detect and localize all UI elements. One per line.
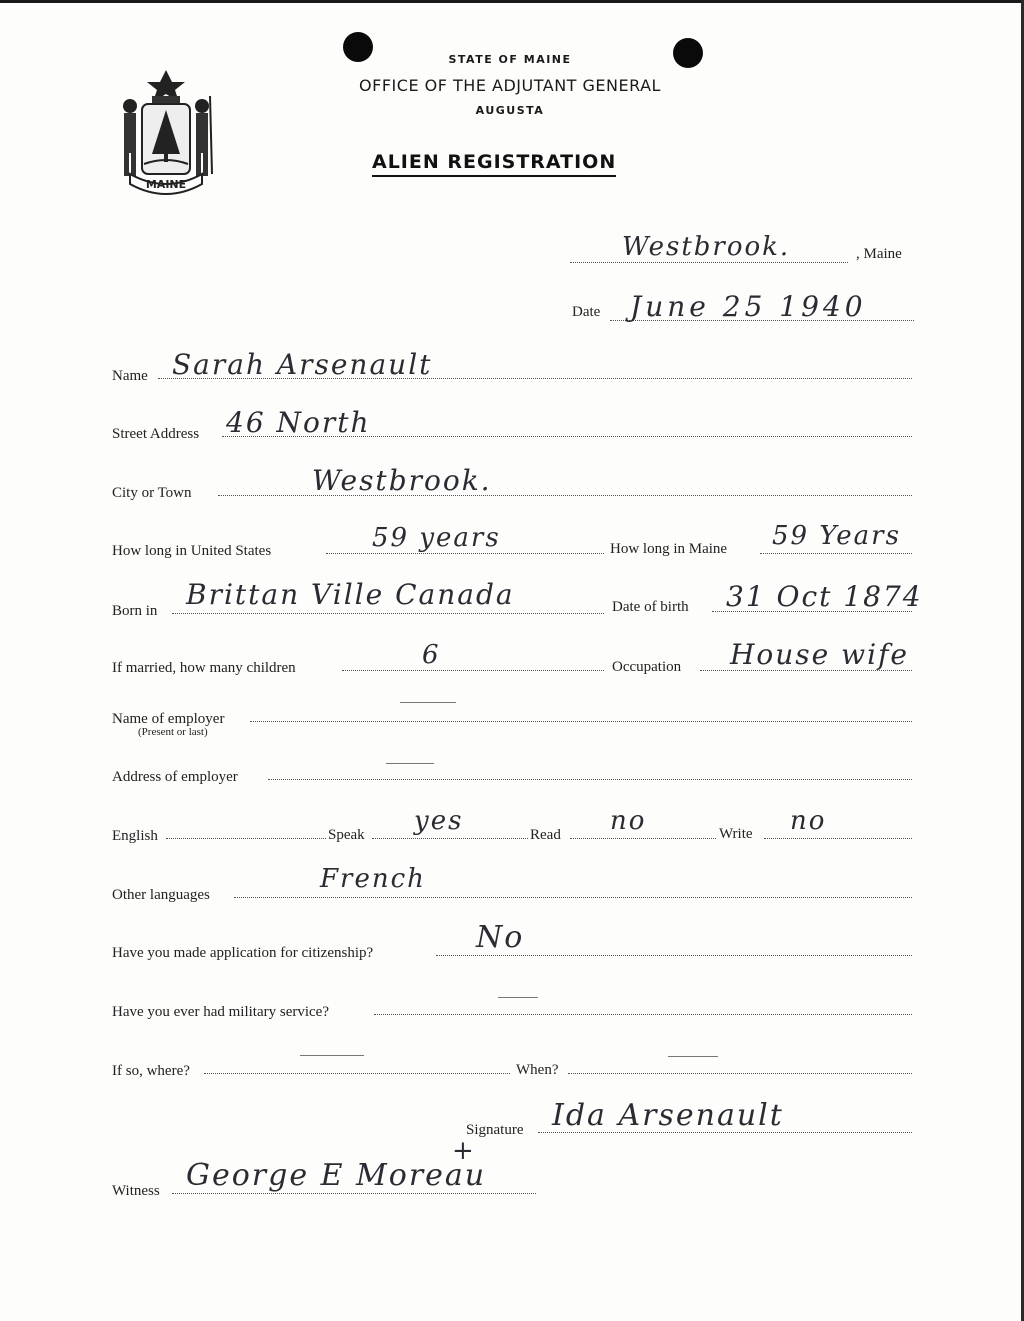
witness-label: Witness (112, 1183, 160, 1199)
children-line (342, 670, 604, 671)
header-office: OFFICE OF THE ADJUTANT GENERAL (359, 76, 661, 95)
military-label: Have you ever had military service? (112, 1004, 329, 1020)
name-value: Sarah Arsenault (172, 348, 433, 381)
occupation-value: House wife (730, 638, 910, 671)
other-languages-value: French (320, 864, 426, 894)
military-dash (498, 997, 538, 998)
seal-text: MAINE (145, 178, 187, 191)
speak-label: Speak (328, 827, 365, 843)
occupation-label: Occupation (612, 659, 682, 675)
born-value: Brittan Ville Canada (186, 578, 515, 611)
children-value: 6 (422, 640, 441, 670)
us-label: How long in United States (112, 543, 272, 559)
employer-address-label: Address of employer (112, 769, 238, 785)
citizenship-value: No (476, 920, 525, 955)
dob-value: 31 Oct 1874 (726, 580, 923, 613)
city-value: Westbrook. (312, 464, 492, 497)
maine-value: 59 Years (772, 521, 901, 551)
speak-line (372, 838, 528, 839)
employer-address-dash (386, 763, 434, 764)
street-label: Street Address (112, 426, 200, 442)
write-line (764, 838, 912, 839)
read-label: Read (530, 827, 561, 843)
signature-value: Ida Arsenault (552, 1098, 784, 1133)
location-line (570, 262, 848, 263)
write-label: Write (719, 826, 753, 842)
witness-cross-mark: + (452, 1136, 476, 1166)
read-value: no (610, 806, 647, 836)
form-title: ALIEN REGISTRATION (372, 151, 616, 177)
when-dash (668, 1056, 718, 1057)
read-line (570, 838, 716, 839)
city-label: City or Town (112, 485, 192, 501)
write-value: no (790, 806, 827, 836)
born-line (172, 613, 604, 614)
location-label: , Maine (856, 246, 902, 262)
children-label: If married, how many children (112, 660, 296, 676)
other-languages-line (234, 897, 912, 898)
header-city: AUGUSTA (475, 104, 545, 117)
street-value: 46 North (226, 406, 371, 439)
us-line (326, 553, 604, 554)
citizenship-label: Have you made application for citizenship? (112, 945, 374, 961)
employer-sublabel: (Present or last) (138, 726, 208, 738)
date-label: Date (572, 304, 601, 320)
maine-label: How long in Maine (610, 541, 728, 557)
scan-edge-top (0, 0, 1024, 3)
when-line (568, 1073, 912, 1074)
english-line (166, 838, 326, 839)
signature-label: Signature (466, 1122, 524, 1138)
maine-line (760, 553, 912, 554)
location-value: Westbrook. (622, 232, 791, 262)
header-state: STATE OF MAINE (448, 53, 572, 66)
employer-line (250, 721, 912, 722)
where-line (204, 1073, 510, 1074)
name-label: Name (112, 368, 148, 384)
other-languages-label: Other languages (112, 887, 210, 903)
where-dash (300, 1055, 364, 1056)
english-label: English (112, 828, 158, 844)
speak-value: yes (414, 806, 464, 836)
military-line (374, 1014, 912, 1015)
dob-label: Date of birth (612, 599, 689, 615)
when-label: When? (516, 1062, 559, 1078)
witness-value: George E Moreau (186, 1158, 487, 1193)
citizenship-line (436, 955, 912, 956)
maine-state-seal-icon (112, 66, 220, 196)
us-value: 59 years (372, 523, 501, 553)
employer-label: Name of employer (112, 711, 225, 727)
employer-address-line (268, 779, 912, 780)
witness-line (172, 1193, 536, 1194)
where-label: If so, where? (112, 1063, 190, 1079)
born-label: Born in (112, 603, 158, 619)
employer-dash (400, 702, 456, 703)
date-value: June 25 1940 (630, 290, 867, 323)
